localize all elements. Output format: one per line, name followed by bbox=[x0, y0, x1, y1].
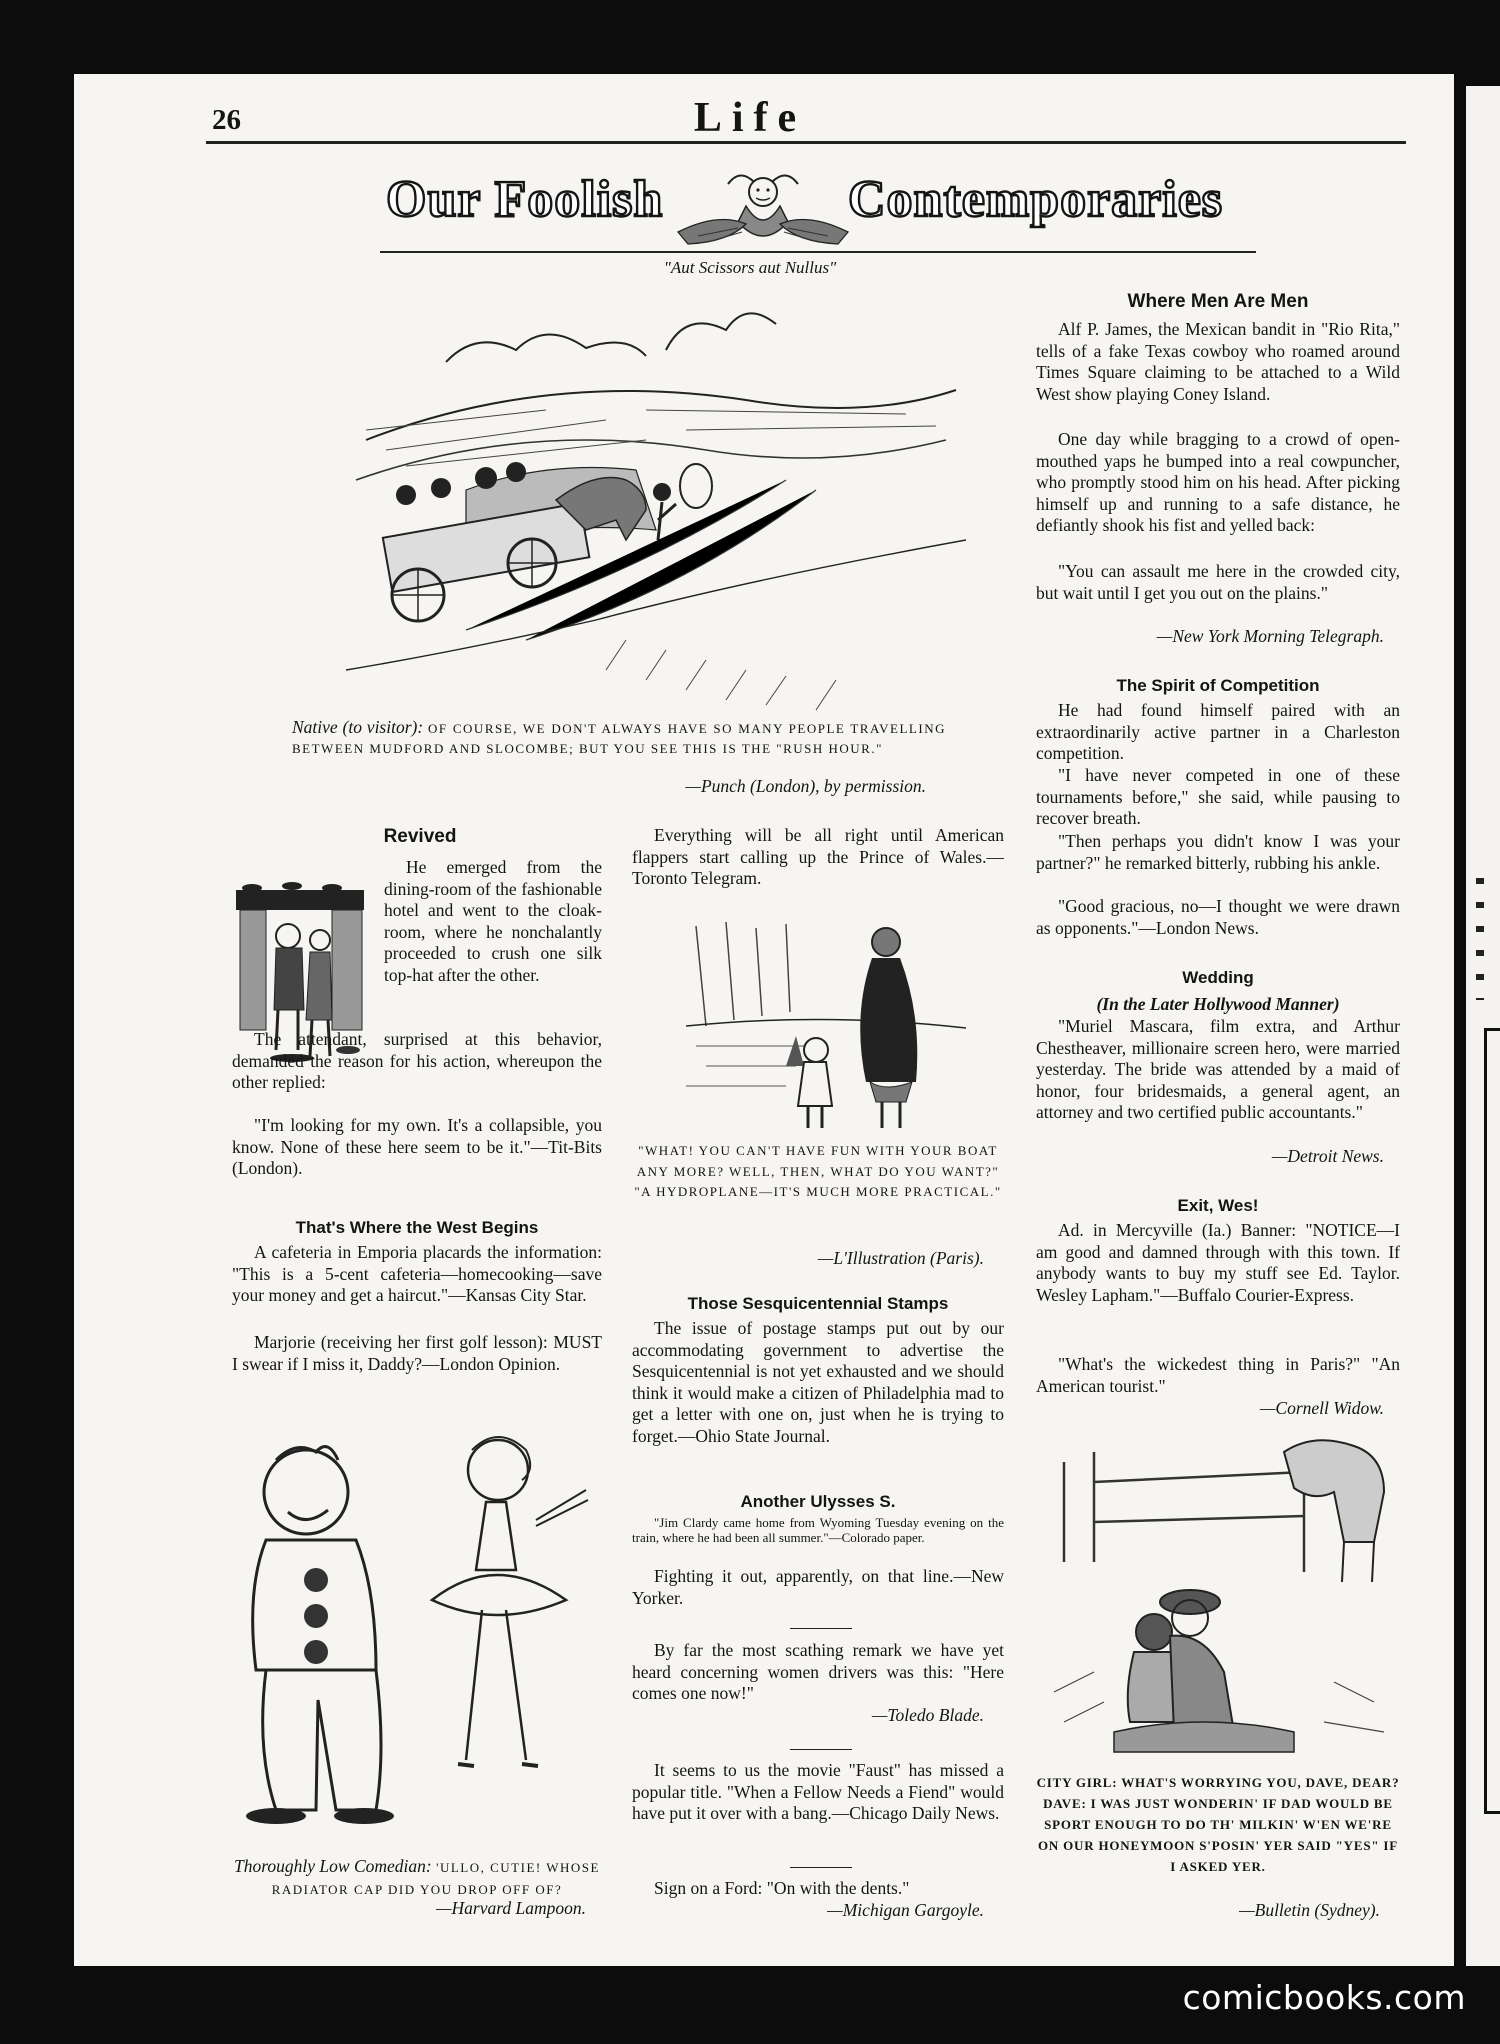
stamps-title: Those Sesquicentennial Stamps bbox=[687, 1294, 949, 1313]
ford-credit: —Michigan Gargoyle. bbox=[827, 1900, 984, 1920]
motto: "Aut Scissors aut Nullus" bbox=[663, 258, 837, 277]
spirit-title: The Spirit of Competition bbox=[1116, 676, 1320, 695]
spirit-text-2: "I have never competed in one of these tournaments before," she said, while pausing to recover breath. bbox=[1036, 765, 1400, 829]
cartoon2-caption: "WHAT! YOU CAN'T HAVE FUN WITH YOUR BOAT ANY MORE? WELL, THEN, WHAT DO YOU WANT?" "A HYDROPLANE—IT'S MUCH MORE PRACTICAL." bbox=[634, 1143, 1002, 1199]
scathing-credit: —Toledo Blade. bbox=[871, 1705, 984, 1725]
caption-line-1: CITY GIRL: WHAT'S WORRYING YOU, DAVE, DEAR? bbox=[1036, 1775, 1400, 1790]
ford-text: Sign on a Ford: "On with the dents." bbox=[654, 1878, 910, 1898]
men-title: Where Men Are Men bbox=[1127, 291, 1309, 312]
wedding-subtitle: (In the Later Hollywood Manner) bbox=[1096, 994, 1340, 1014]
west-text: A cafeteria in Emporia placards the information: "This is a 5-cent cafeteria—homecooking—save your money and get a haircut."—Kansas City Star. bbox=[232, 1242, 602, 1306]
west-title: That's Where the West Begins bbox=[295, 1218, 539, 1237]
ulysses-quote: "Jim Clardy came home from Wyoming Tuesday evening on the train, where he had been all summer."—Colorado paper. bbox=[632, 1515, 1004, 1545]
cherub-scissors-ornament bbox=[668, 162, 858, 250]
spirit-text: He had found himself paired with an extraordinarily active partner in a Charleston competition. bbox=[1036, 700, 1400, 764]
ulysses-title: Another Ulysses S. bbox=[740, 1492, 896, 1511]
wes-text: Ad. in Mercyville (Ia.) Banner: "NOTICE—I am good and damned through with this town. If anybody wants to buy my stuff see Ed. Taylor. Wesley Lapham."—Buffalo Courier-Express. bbox=[1036, 1220, 1400, 1305]
revived-text: He emerged from the dining-room of the fashionable hotel and went to the cloak-room, where he nonchalantly proceeded to crush one silk top-hat after the other. bbox=[384, 857, 602, 985]
caption-line-2: DAVE: I WAS JUST WONDERIN' IF DAD WOULD BE SPORT ENOUGH TO DO TH' MILKIN' W'EN WE'RE ON OUR HONEYMOON S'POSIN' YER SAID "YES" IF I ASKED YER. bbox=[1037, 1796, 1399, 1874]
banner-title-right: Contemporaries bbox=[848, 171, 1224, 228]
revived-text-2: The attendant, surprised at this behavior, demanded the reason for his action, whereupon the other replied: bbox=[232, 1029, 602, 1093]
stamps-text: The issue of postage stamps put out by our accommodating government to advertise the Sesquicentennial is not yet exhausted and we should think it would make a citizen of Philadelphia mad to get a letter with one on, just when he is trying to forget.—Ohio State Journal. bbox=[632, 1318, 1004, 1446]
adjacent-page-text-fragment bbox=[1476, 860, 1484, 1000]
page-number: 26 bbox=[212, 104, 241, 136]
cartoon4-caption bbox=[1036, 1772, 1400, 1877]
wedding-title: Wedding bbox=[1182, 968, 1254, 987]
cartoon1-credit: —Punch (London), by permission. bbox=[685, 776, 926, 796]
men-text-3: "You can assault me here in the crowded city, but wait until I get you out on the plains." bbox=[1036, 561, 1400, 603]
section-divider bbox=[790, 1628, 852, 1629]
caption-text: 'ULLO, CUTIE! WHOSE RADIATOR CAP DID YOU DROP OFF OF? bbox=[271, 1860, 600, 1897]
caption-text: OF COURSE, WE DON'T ALWAYS HAVE SO MANY PEOPLE TRAVELLING BETWEEN MUDFORD AND SLOCOMBE; BUT YOU SEE THIS IS THE "RUSH HOUR." bbox=[292, 721, 946, 756]
banner-title-left: Our Foolish bbox=[386, 171, 664, 228]
revived-title: Revived bbox=[383, 826, 457, 847]
paris-credit: —Cornell Widow. bbox=[1259, 1398, 1384, 1418]
header-rule bbox=[206, 141, 1406, 144]
spirit-text-3: "Then perhaps you didn't know I was your partner?" he remarked bitterly, rubbing his ankle. bbox=[1036, 831, 1400, 873]
farm-couple-cartoon bbox=[1054, 1432, 1394, 1762]
caption-speaker: Native (to visitor): bbox=[292, 717, 424, 737]
section-divider bbox=[790, 1749, 852, 1750]
cartoon4-credit: —Bulletin (Sydney). bbox=[1239, 1900, 1380, 1920]
men-text-2: One day while bragging to a crowd of open-mouthed yaps he bumped into a real cowpuncher, who promptly stood him on his head. After picking himself up and running to a safe distance, he defiantly shook his fist and yelled back: bbox=[1036, 429, 1400, 536]
wedding-text: "Muriel Mascara, film extra, and Arthur Chestheaver, millionaire screen hero, were married yesterday. The bride was attended by a maid of honor, four bridesmaids, a general agent, an attorney and two certified public accountants." bbox=[1036, 1016, 1400, 1123]
cartoon2-credit: —L'Illustration (Paris). bbox=[817, 1248, 984, 1268]
section-banner bbox=[380, 160, 1256, 252]
everything-text: Everything will be all right until American flappers start calling up the Prince of Wales.—Toronto Telegram. bbox=[632, 825, 1004, 889]
comedian-girl-cartoon bbox=[236, 1430, 606, 1830]
boat-child-cartoon bbox=[686, 916, 966, 1134]
ulysses-text: Fighting it out, apparently, on that line.—New Yorker. bbox=[632, 1566, 1004, 1608]
caption-speaker: Thoroughly Low Comedian: bbox=[234, 1856, 432, 1876]
cartoon3-credit: —Harvard Lampoon. bbox=[435, 1898, 586, 1918]
wagon-hillside-cartoon bbox=[346, 290, 966, 718]
revived-text-3: "I'm looking for my own. It's a collapsible, you know. None of these here seem to be it."—Tit-Bits (London). bbox=[232, 1115, 602, 1179]
scathing-text: By far the most scathing remark we have yet heard concerning women drivers was this: "Here comes one now!" bbox=[632, 1640, 1004, 1704]
spirit-text-4: "Good gracious, no—I thought we were drawn as opponents."—London News. bbox=[1036, 896, 1400, 938]
section-divider bbox=[790, 1867, 852, 1868]
marjorie-text: Marjorie (receiving her first golf lesson): MUST I swear if I miss it, Daddy?—London Opinion. bbox=[232, 1332, 602, 1374]
cartoon1-caption bbox=[292, 718, 946, 758]
men-credit: —New York Morning Telegraph. bbox=[1156, 626, 1384, 646]
paris-text: "What's the wickedest thing in Paris?" "An American tourist." bbox=[1036, 1354, 1400, 1396]
wedding-credit: —Detroit News. bbox=[1271, 1146, 1384, 1166]
adjacent-page-box bbox=[1484, 1028, 1500, 1814]
men-text: Alf P. James, the Mexican bandit in "Rio Rita," tells of a fake Texas cowboy who roamed around Times Square claiming to be attached to a Wild West show playing Coney Island. bbox=[1036, 319, 1400, 404]
wes-title: Exit, Wes! bbox=[1177, 1196, 1259, 1215]
watermark: comicbooks.com bbox=[1182, 1978, 1466, 2017]
running-head: Life bbox=[693, 95, 807, 141]
banner-rule bbox=[380, 251, 1256, 253]
faust-text: It seems to us the movie "Faust" has missed a popular title. "When a Fellow Needs a Fiend" would have put it over with a bang.—Chicago Daily News. bbox=[632, 1760, 1004, 1824]
cartoon3-caption bbox=[232, 1856, 602, 1900]
